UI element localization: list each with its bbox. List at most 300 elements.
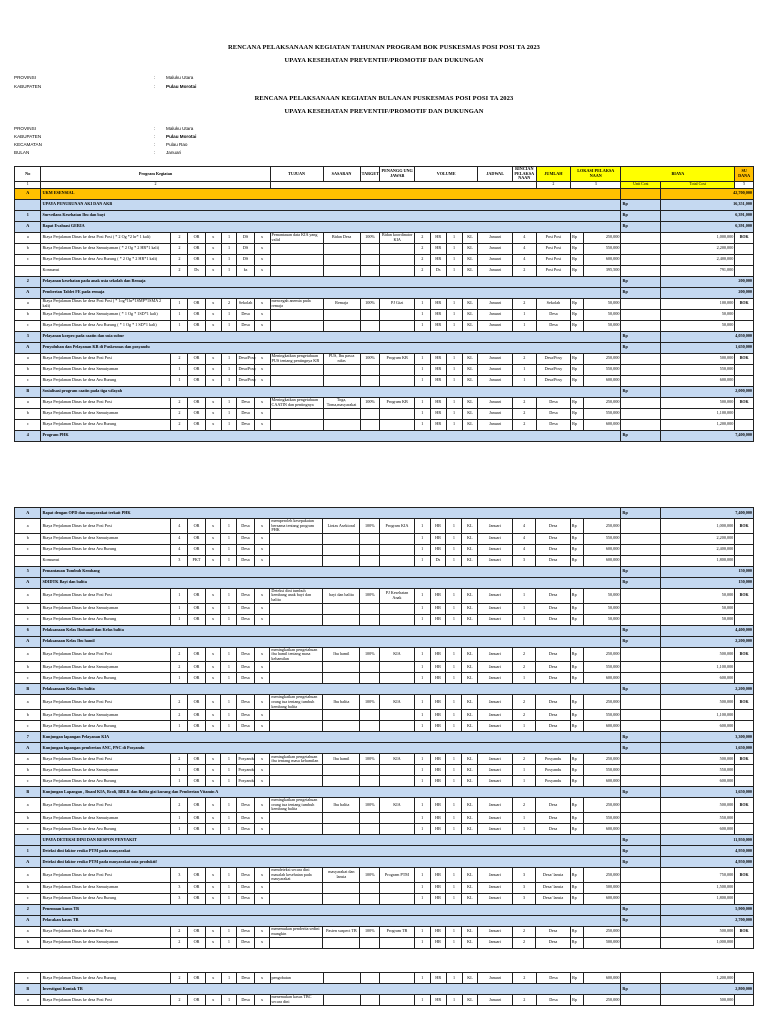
- row-program: Pelaksanaan Kelas Ibuhamil dan Kelas balita: [41, 625, 621, 636]
- row-vol2: HR: [430, 397, 446, 408]
- row-jadwal: Januari: [478, 798, 512, 813]
- row-x: x: [205, 893, 221, 904]
- row-program: Penyuluhan dan Pelayanan KB di Puskesmas dan posyandu: [41, 342, 621, 353]
- row-x: x: [205, 353, 221, 364]
- row-vol1: 1: [414, 867, 430, 882]
- row-qty1: 2: [171, 232, 188, 243]
- row-x2: x: [254, 798, 270, 813]
- row-vol1: 1: [414, 375, 430, 386]
- row-vol4: KL: [462, 673, 478, 684]
- row-x2: x: [254, 603, 270, 614]
- row-program: Pemantauan Tumbuh Kembang: [41, 566, 621, 577]
- row-sumber-dana: [735, 673, 754, 684]
- row-rp: Rp: [621, 636, 661, 647]
- row-jumlah: 2: [512, 995, 536, 1006]
- row-vol2: HR: [430, 973, 446, 984]
- row-sumber-dana: [735, 408, 754, 419]
- row-program: Pelaksanaan Kelas Ibu balita: [41, 684, 621, 695]
- row-jadwal: Januari: [478, 555, 512, 566]
- subsection-row: [15, 199, 754, 210]
- row-unit1: OR: [188, 893, 205, 904]
- row-rp: Rp: [570, 721, 583, 732]
- row-vol2: HR: [430, 721, 446, 732]
- row-rp: Rp: [571, 254, 584, 265]
- row-sasaran: Ibu balita: [323, 695, 360, 710]
- row-no: b: [15, 408, 41, 419]
- row-vol2: HR: [430, 419, 446, 430]
- row-total-cost: 2,400,000: [661, 254, 735, 265]
- row-unit2: Posyandu: [237, 754, 254, 765]
- row-vol3: 1: [446, 298, 462, 309]
- row-sumber-dana: [735, 776, 754, 787]
- row-vol1: 1: [414, 603, 430, 614]
- row-total-cost: 50,000: [661, 603, 735, 614]
- row-x2: x: [254, 588, 270, 603]
- row-jumlah: 3: [512, 867, 536, 882]
- row-program: Biaya Perjalanan Dinas ke desa Posi Posi ( * 2 Og *2 hr* 1 kali): [41, 232, 171, 243]
- table-row: [15, 673, 754, 684]
- row-unit2: Desa: [237, 309, 254, 320]
- row-program: Kunjungan lapangan Pelayanan KIA: [41, 732, 621, 743]
- row-pj: [380, 614, 414, 625]
- row-pj: Program KB: [380, 353, 414, 364]
- row-target: 100%: [360, 926, 380, 937]
- row-no: a: [15, 647, 41, 662]
- row-unit1: OR: [188, 588, 205, 603]
- row-vol2: HR: [430, 867, 446, 882]
- row-x2: x: [254, 647, 270, 662]
- row-program: Biaya Perjalanan Dinas ke desa Aru Burung ( * 1 Og * 1 SD*1 kali): [41, 320, 171, 331]
- activity-table-page2: [14, 507, 754, 949]
- row-vol2: Ds: [430, 555, 446, 566]
- row-pj: [380, 265, 414, 276]
- row-vol1: 1: [414, 647, 430, 662]
- row-program: Deteksi dini faktor resiko PTM pada masyarakat usia produktif: [41, 856, 621, 867]
- row-qty2: 1: [221, 973, 237, 984]
- row-vol1: 1: [414, 823, 430, 834]
- row-program: Biaya Perjalanan Dinas ke desa Posi Posi ( * 1og*1hr*1SMP*1SMA 2 kali): [41, 298, 171, 309]
- row-vol4: KL: [462, 776, 478, 787]
- table-row: [15, 375, 754, 386]
- table-row: [15, 973, 754, 984]
- row-x: x: [205, 533, 221, 544]
- row-tujuan: [270, 320, 323, 331]
- row-x2: x: [254, 721, 270, 732]
- row-pj: PJ Kesehatan Anak: [380, 588, 414, 603]
- row-rp: Rp: [621, 904, 661, 915]
- row-unit-cost: 600,000: [584, 555, 621, 566]
- row-jumlah: 3: [512, 893, 536, 904]
- row-jadwal: Januari: [478, 309, 512, 320]
- row-jumlah: 2: [512, 662, 536, 673]
- table-row: [15, 812, 754, 823]
- subsection-row: [15, 221, 754, 232]
- row-no: c: [15, 673, 41, 684]
- row-pj: [380, 375, 414, 386]
- row-program: Biaya Perjalanan Dinas ke desa Posi Posi: [41, 695, 171, 710]
- row-program: Biaya Perjalanan Dinas ke desa Samuiyaman: [41, 533, 171, 544]
- row-rp: Rp: [621, 430, 661, 441]
- row-jadwal: Januari: [478, 254, 512, 265]
- row-lokasi: Desa: [536, 995, 570, 1006]
- row-qty2: 1: [221, 662, 237, 673]
- subsection-row: [15, 636, 754, 647]
- row-qty1: 2: [171, 798, 188, 813]
- row-unit2: Desa: [237, 995, 254, 1006]
- row-program: Investigasi Kontak TB: [41, 984, 621, 995]
- row-unit2: Desa: [237, 519, 254, 534]
- row-vol1: 1: [414, 721, 430, 732]
- row-total: 7,400,000: [661, 430, 754, 441]
- row-qty2: 1: [221, 544, 237, 555]
- table-row: [15, 867, 754, 882]
- row-vol4: KL: [462, 603, 478, 614]
- row-vol2: HR: [430, 754, 446, 765]
- row-pj: [380, 893, 414, 904]
- row-tujuan: [270, 544, 323, 555]
- row-target: 100%: [360, 798, 380, 813]
- row-rp: Rp: [571, 408, 584, 419]
- row-rp-total: [621, 662, 661, 673]
- row-no: A: [15, 915, 41, 926]
- row-qty2: 1: [221, 588, 237, 603]
- row-unit2: DS: [237, 232, 254, 243]
- row-jadwal: Januari: [478, 320, 512, 331]
- row-total-cost: 600,000: [661, 673, 735, 684]
- row-target: 100%: [360, 754, 380, 765]
- row-program: Kunjungan Lapangan , Buanl KIA, Bcoli, BBLR dan Balita gizi kurang dan Pemberian Vitamin A: [41, 787, 621, 798]
- row-vol2: HR: [430, 320, 446, 331]
- row-rp: Rp: [571, 419, 584, 430]
- row-rp-total: [621, 353, 661, 364]
- row-unit1: OR: [188, 614, 205, 625]
- row-qty1: 1: [171, 721, 188, 732]
- row-lokasi: Desa: [536, 320, 570, 331]
- subsection-row: [15, 787, 754, 798]
- row-total: 150,000: [661, 566, 754, 577]
- row-jumlah: 1: [512, 320, 536, 331]
- row-vol4: KL: [462, 754, 478, 765]
- row-unit1: OR: [188, 995, 205, 1006]
- row-no: A: [15, 342, 41, 353]
- row-x2: x: [254, 995, 270, 1006]
- row-jumlah: 1: [512, 603, 536, 614]
- row-no: A: [15, 188, 41, 199]
- row-x: x: [205, 882, 221, 893]
- row-program: Biaya Perjalanan Dinas ke desa Posi Posi: [41, 519, 171, 534]
- row-vol1: 1: [414, 533, 430, 544]
- row-x: x: [205, 812, 221, 823]
- row-unit1: OR: [188, 647, 205, 662]
- row-sasaran: Bidan Desa: [323, 232, 360, 243]
- row-no: c: [15, 776, 41, 787]
- row-total: 2,800,000: [661, 984, 754, 995]
- row-lokasi: Desa: [536, 721, 570, 732]
- row-unit2: Desa/Posy: [237, 353, 254, 364]
- row-sumber-dana: BOK: [735, 647, 754, 662]
- row-qty1: 1: [171, 673, 188, 684]
- row-unit1: OR: [188, 243, 205, 254]
- row-rp-total: [621, 798, 661, 813]
- row-vol3: 1: [446, 397, 462, 408]
- row-rp: Rp: [621, 566, 661, 577]
- row-jadwal: Januari: [478, 243, 512, 254]
- row-x: x: [205, 765, 221, 776]
- row-target: 100%: [360, 519, 380, 534]
- row-sasaran: [323, 893, 360, 904]
- row-lokasi: Desa: [536, 973, 570, 984]
- row-unit1: OR: [188, 309, 205, 320]
- table-row: [15, 893, 754, 904]
- row-jadwal: Januari: [478, 614, 512, 625]
- col-penanggung-jawab: PENANGG UNG JAWAB: [380, 167, 414, 182]
- row-x2: x: [254, 265, 270, 276]
- row-rp: Rp: [571, 320, 584, 331]
- row-vol3: 1: [446, 721, 462, 732]
- row-total-cost: 1,800,000: [661, 555, 735, 566]
- row-pj: [380, 776, 414, 787]
- row-qty1: 4: [171, 519, 188, 534]
- row-vol2: HR: [430, 519, 446, 534]
- row-unit-cost: 250,000: [584, 798, 621, 813]
- row-unit1: OR: [188, 754, 205, 765]
- row-vol1: 1: [414, 765, 430, 776]
- row-qty2: 1: [221, 812, 237, 823]
- row-jadwal: Januari: [478, 265, 512, 276]
- row-unit2: Desa: [237, 533, 254, 544]
- row-rp-total: [621, 754, 661, 765]
- row-qty1: 2: [171, 937, 188, 948]
- col-rincian: RINCIAN PELAKSA NAAN: [512, 167, 536, 182]
- row-tujuan: pengobatan: [270, 973, 323, 984]
- row-qty1: 1: [171, 364, 188, 375]
- row-rp: Rp: [570, 765, 583, 776]
- row-sumber-dana: [735, 995, 754, 1006]
- table-row: [15, 533, 754, 544]
- row-qty2: 1: [221, 397, 237, 408]
- row-rp: Rp: [570, 647, 583, 662]
- row-program: Biaya Perjalanan Dinas ke desa Posi Posi: [41, 995, 171, 1006]
- row-unit2: Desa: [237, 397, 254, 408]
- row-jadwal: Januari: [478, 893, 512, 904]
- row-jumlah: 2: [512, 298, 536, 309]
- row-no: a: [15, 397, 41, 408]
- row-target: [360, 265, 380, 276]
- row-sasaran: [323, 995, 360, 1006]
- row-qty1: 2: [171, 926, 188, 937]
- row-vol1: 1: [414, 309, 430, 320]
- row-vol4: KL: [462, 419, 478, 430]
- row-no: b: [15, 603, 41, 614]
- row-vol4: KL: [462, 973, 478, 984]
- row-jadwal: Januari: [478, 823, 512, 834]
- table-row: [15, 995, 754, 1006]
- row-x2: x: [254, 812, 270, 823]
- row-sumber-dana: BOK: [735, 519, 754, 534]
- row-rp-total: [621, 419, 661, 430]
- row-unit1: OR: [188, 662, 205, 673]
- row-jumlah: 2: [512, 408, 536, 419]
- row-tujuan: [270, 364, 323, 375]
- section-total-row: [15, 188, 754, 199]
- row-jadwal: Januari: [478, 544, 512, 555]
- row-vol1: 1: [414, 973, 430, 984]
- row-sumber-dana: [735, 823, 754, 834]
- row-vol3: 1: [446, 710, 462, 721]
- subsection-row: [15, 577, 754, 588]
- row-jadwal: Januari: [478, 364, 512, 375]
- row-vol4: KL: [462, 555, 478, 566]
- row-qty1: 2: [171, 695, 188, 710]
- row-sasaran: [323, 662, 360, 673]
- row-jumlah: 1: [512, 588, 536, 603]
- row-vol3: 1: [446, 533, 462, 544]
- row-vol2: HR: [430, 662, 446, 673]
- row-lokasi: Posyandu: [536, 776, 570, 787]
- row-no: A: [15, 636, 41, 647]
- row-sumber-dana: [735, 364, 754, 375]
- row-sumber-dana: BOK: [735, 298, 754, 309]
- row-sumber-dana: [735, 973, 754, 984]
- row-rp-total: [621, 232, 661, 243]
- row-rp: Rp: [621, 210, 661, 221]
- row-x: x: [205, 823, 221, 834]
- row-target: [360, 243, 380, 254]
- row-unit-cost: 250,000: [584, 353, 621, 364]
- row-unit2: Desa: [237, 603, 254, 614]
- row-total-cost: 750,000: [661, 867, 735, 882]
- row-vol3: 1: [446, 408, 462, 419]
- row-rp: Rp: [621, 577, 661, 588]
- row-qty1: 1: [171, 765, 188, 776]
- row-program: Biaya Perjalanan Dinas ke desa Posi Posi: [41, 397, 171, 408]
- row-unit-cost: 50,000: [584, 309, 621, 320]
- row-unit-cost: 50,000: [584, 614, 621, 625]
- row-tujuan: [270, 419, 323, 430]
- row-no: B: [15, 787, 41, 798]
- row-x2: x: [254, 695, 270, 710]
- row-total-cost: 550,000: [661, 765, 735, 776]
- row-total-cost: 500,000: [661, 754, 735, 765]
- row-vol2: HR: [430, 353, 446, 364]
- row-rp: Rp: [571, 298, 584, 309]
- col-sasaran: SASARAN: [323, 167, 360, 182]
- row-total-cost: 1,000,000: [661, 232, 735, 243]
- row-unit2: Desa: [237, 662, 254, 673]
- row-qty2: 1: [221, 776, 237, 787]
- row-unit2: Desa: [237, 823, 254, 834]
- row-unit2: Desa/Posy: [237, 375, 254, 386]
- row-rp: Rp: [570, 555, 583, 566]
- row-rp: Rp: [571, 364, 584, 375]
- row-qty2: 1: [221, 710, 237, 721]
- row-vol3: 1: [446, 544, 462, 555]
- table-row: [15, 662, 754, 673]
- row-rp: Rp: [621, 342, 661, 353]
- row-no: c: [15, 254, 41, 265]
- row-qty1: 3: [171, 893, 188, 904]
- row-unit2: Desa: [237, 926, 254, 937]
- row-program: Pelacakan kasus TB: [41, 915, 621, 926]
- row-program: Biaya Perjalanan Dinas ke desa Samuiyaman: [41, 812, 171, 823]
- row-unit1: OR: [188, 519, 205, 534]
- row-x: x: [205, 519, 221, 534]
- row-x: x: [205, 673, 221, 684]
- row-tujuan: Meningkatkan pengetahuan CAATIN dan pentingnya: [270, 397, 323, 408]
- row-sumber-dana: [735, 375, 754, 386]
- row-vol4: KL: [462, 647, 478, 662]
- row-sumber-dana: [735, 243, 754, 254]
- row-total: 16,351,000: [661, 199, 754, 210]
- row-x2: x: [254, 519, 270, 534]
- row-lokasi: Desa: [536, 710, 570, 721]
- row-program: Biaya Perjalanan Dinas ke desa Aru Burung: [41, 673, 171, 684]
- row-qty1: 2: [171, 662, 188, 673]
- row-pj: Program TB: [380, 926, 414, 937]
- row-vol2: HR: [430, 232, 446, 243]
- row-vol3: 1: [446, 309, 462, 320]
- row-unit-cost: 250,000: [584, 995, 621, 1006]
- row-vol2: HR: [430, 812, 446, 823]
- row-no: [15, 199, 41, 210]
- row-rp: Rp: [621, 276, 661, 287]
- row-sasaran: [323, 603, 360, 614]
- row-qty1: 3: [171, 867, 188, 882]
- row-tujuan: [270, 533, 323, 544]
- row-x2: x: [254, 320, 270, 331]
- row-vol2: HR: [430, 882, 446, 893]
- row-sumber-dana: BOK: [735, 754, 754, 765]
- subsection-row: [15, 210, 754, 221]
- row-total-cost: 1,800,000: [661, 893, 735, 904]
- row-rp: Rp: [570, 533, 583, 544]
- row-tujuan: [270, 309, 323, 320]
- row-x2: x: [254, 408, 270, 419]
- row-vol1: 1: [414, 588, 430, 603]
- row-tujuan: Meningkatkan pengetahuan PUS tentang pentingnya KB: [270, 353, 323, 364]
- row-total-cost: 600,000: [661, 721, 735, 732]
- row-jumlah: 2: [512, 353, 536, 364]
- row-rp-total: [621, 695, 661, 710]
- row-pj: [380, 937, 414, 948]
- row-unit-cost: 600,000: [584, 673, 621, 684]
- row-x2: x: [254, 867, 270, 882]
- row-tujuan: [270, 882, 323, 893]
- subsection-row: [15, 834, 754, 845]
- row-vol3: 1: [446, 995, 462, 1006]
- row-rp-total: [621, 544, 661, 555]
- row-jumlah: 1: [512, 721, 536, 732]
- row-total-cost: 1,200,000: [661, 419, 735, 430]
- row-unit2: Posyandu: [237, 765, 254, 776]
- row-total: 4,050,000: [661, 331, 754, 342]
- row-tujuan: meningkatkan pengetahuan orang tua tentang tumbuh kembang balita: [270, 798, 323, 813]
- row-jumlah: 2: [512, 647, 536, 662]
- row-qty2: 1: [221, 765, 237, 776]
- row-rp-total: [621, 867, 661, 882]
- row-target: [360, 320, 380, 331]
- row-vol1: 1: [414, 408, 430, 419]
- row-rp: Rp: [570, 823, 583, 834]
- row-rp-total: [621, 533, 661, 544]
- row-no: B: [15, 386, 41, 397]
- row-x: x: [205, 973, 221, 984]
- row-sumber-dana: [735, 265, 754, 276]
- row-x2: x: [254, 298, 270, 309]
- row-program: Biaya Perjalanan Dinas ke desa Aru Burung: [41, 776, 171, 787]
- row-x: x: [205, 408, 221, 419]
- table-row: [15, 614, 754, 625]
